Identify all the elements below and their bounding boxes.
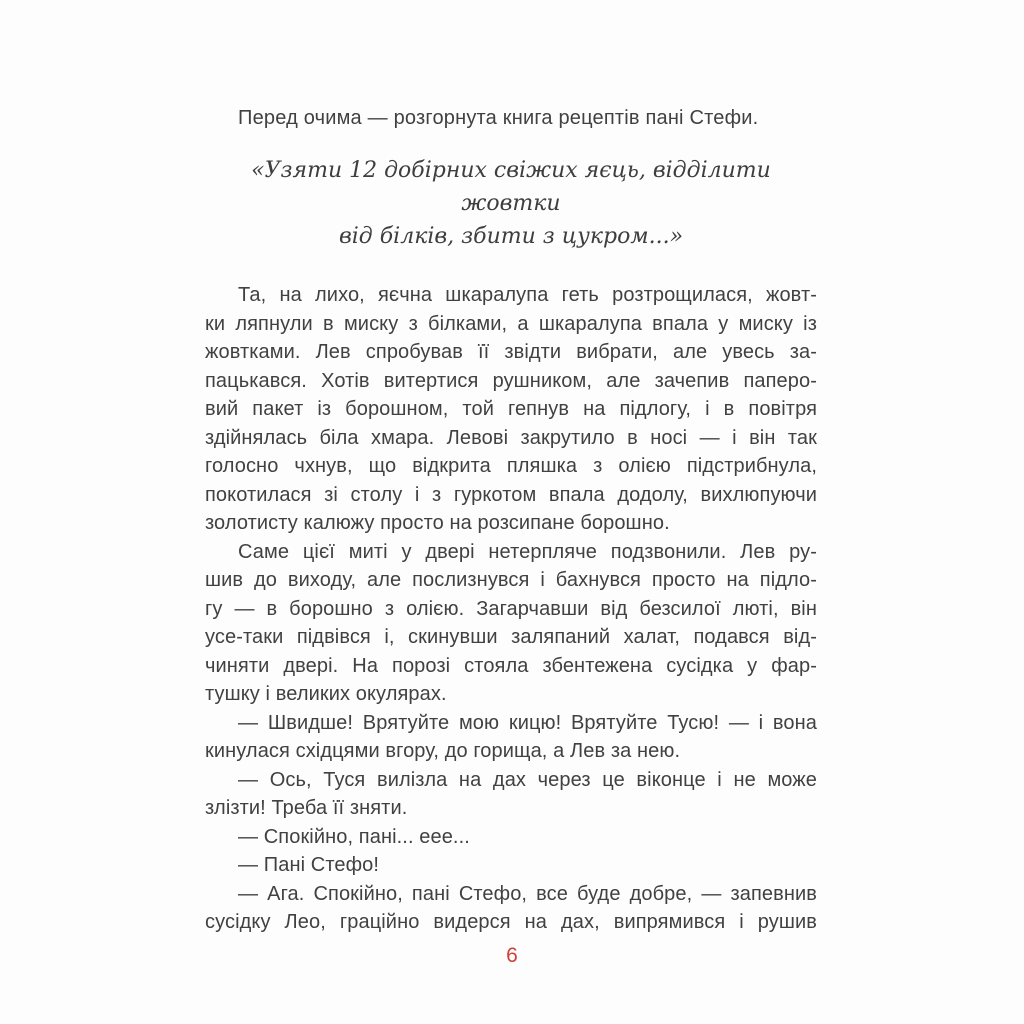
page-number: 6 [506,944,518,967]
text-line: сусідку Лео, граційно видерся на дах, випрямився і рушив [205,911,817,933]
body-text [205,281,817,937]
text-line: кинулася східцями вгору, до горища, а Лев за нею. [205,740,681,762]
text-line: чиняти двері. На порозі стояла збентежена сусідка у фар- [205,654,817,677]
text-line: Саме цієї миті у двері нетерпляче подзвонили. Лев ру- [238,540,817,563]
paragraph [205,880,817,937]
recipe-quote-line-2: від білків, збити з цукром...» [338,224,684,249]
text-line: гу — в борошно з олією. Загарчавши від безсилої люті, він [205,597,817,620]
text-line: — Ага. Спокійно, пані Стефо, все буде добре, — запевнив [238,882,817,905]
text-line: шив до виходу, але послизнувся і бахнувся просто на підло- [205,569,817,591]
text-line: — Пані Стефо! [238,854,380,876]
text-line: пацькався. Хотів витертися рушником, але зачепив паперо- [205,369,817,392]
paragraph [205,281,817,538]
paragraph [205,851,817,880]
paragraph [205,538,817,709]
text-line: жовтками. Лев спробував її звідти вибрати, але увесь за- [205,341,817,363]
text-line: Та, на лихо, яєчна шкаралупа геть розтрощилася, жовт- [238,284,817,306]
text-line: — Ось, Туся вилізла на дах через це віконце і не може [238,768,817,791]
paragraph [205,766,817,823]
text-line: голосно чхнув, що відкрита пляшка з олією підстрибнула, [205,455,817,477]
text-line: — Швидше! Врятуйте мою кицю! Врятуйте Тусю! — і вона [238,711,817,734]
text-line: тушку і великих окулярах. [205,683,447,705]
text-line: — Спокійно, пані... еее... [238,825,470,848]
text-line: ки ляпнули в миску з білками, а шкаралупа впала у миску із [205,312,817,335]
text-line: злізти! Треба її зняти. [205,797,408,819]
recipe-quote-line-1: «Узяти 12 добірних свіжих яєць, відділити жовтки [251,158,771,216]
text-line: здійнялась біла хмара. Левові закрутило в носі — і він так [205,426,817,449]
paragraph [205,823,817,852]
intro-line: Перед очима — розгорнута книга рецептів пані Стефи. [238,107,759,129]
text-column [205,104,817,937]
text-line: золотисту калюжу просто на розсипане борошно. [205,512,670,534]
text-line: вий пакет із борошном, той гепнув на підлогу, і в повітря [205,398,817,420]
text-line: усе-таки підвівся і, скинувши заляпаний халат, подався від- [205,626,817,648]
recipe-quote [205,154,817,253]
text-line: покотилася зі столу і з гуркотом впала додолу, вихлюпуючи [205,483,817,506]
paragraph [205,709,817,766]
